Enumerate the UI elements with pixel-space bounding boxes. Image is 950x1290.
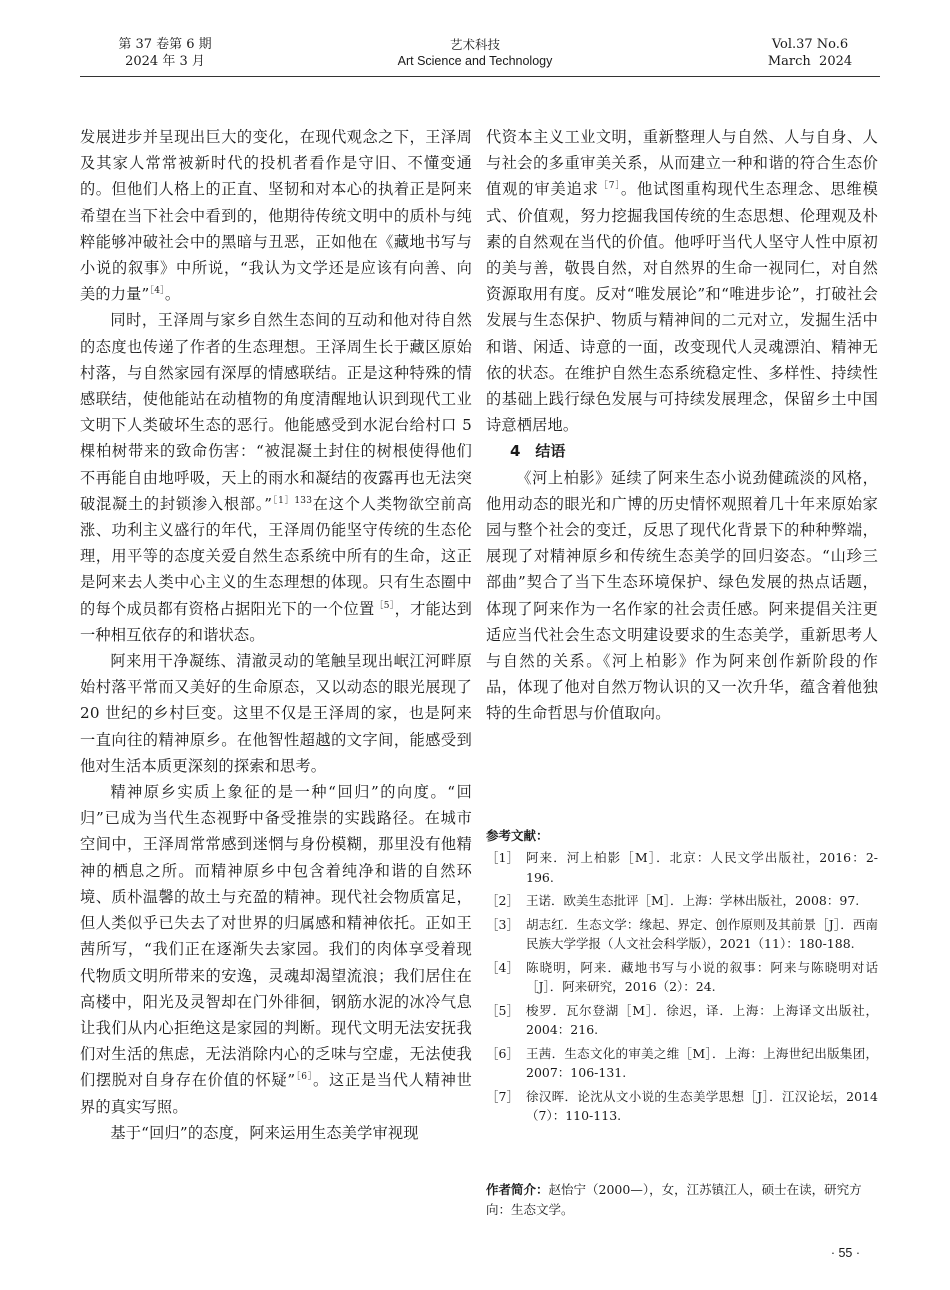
reference-text: 胡志红．生态文学：缘起、界定、创作原则及其前景［J］．西南民族大学学报（人文社会科学版），2021（11）：180-188. <box>526 916 878 951</box>
citation: ［4］ <box>149 286 165 297</box>
header-journal-en: Art Science and Technology <box>397 54 553 68</box>
reference-text: 王诺．欧美生态批评［M］．上海：学林出版社，2008：97. <box>526 893 860 908</box>
reference-number: ［4］ <box>486 959 519 975</box>
paragraph <box>486 124 878 438</box>
reference-text: 陈晓明，阿来．藏地书写与小说的叙事：阿来与陈晓明对话［J］．阿来研究，2016（2）：24. <box>526 959 878 994</box>
text: 代资本主义工业文明，重新整理人与自然、人与自身、人与社会的多重审美关系，从而建立一种和谐的符合生态价值观的审美追求 <box>486 128 878 199</box>
header-volume-en: Vol.37 No.6 <box>771 37 849 52</box>
references-title: 参考文献： <box>486 828 549 843</box>
citation: ［7］ <box>598 181 621 192</box>
header-rule <box>80 76 880 77</box>
text: 。这正是当代人精神世界的真实写照。 <box>80 1071 473 1116</box>
text: 在这个人类物欲空前高涨、功利主义盛行的年代，王泽周仍能坚守传统的生态伦理，用平等的态度关爱自然生态系统中所有的生命，这正是阿来去人类中心主义的生态理想的体现。只有生态圈中的每个成员都有资格占据阳光下的一个位置 <box>80 494 473 618</box>
text: 精神原乡实质上象征的是一种“回归”的向度。“回归”已成为当代生态视野中备受推崇的实践路径。在城市空间中，王泽周常常感到迷惘与身份模糊，那里没有他精神的栖息之所。而精神原乡中包含着纯净和谐的自然环境、质朴温馨的故土与充盈的精神。现代社会物质富足，但人类似乎已失去了对世界的归属感和精神依托。正如王茜所写，“我们正在逐渐失去家园。我们的肉体享受着现代物质文明所带来的安逸，灵魂却渴望流浪；我们居住在高楼中，阳光及灵智却在门外徘徊，钢筋水泥的冰冷气息让我们从内心拒绝这是家园的判断。现代文明无法安抚我们对生活的焦虑，无法消除内心的乏味与空虚，无法使我们摆脱对自身存在价值的怀疑” <box>80 783 472 1090</box>
reference-item <box>486 891 878 911</box>
header-issue-en <box>755 36 865 70</box>
reference-number: ［7］ <box>486 1088 519 1104</box>
right-column <box>486 124 878 727</box>
header-issue-cn <box>100 36 230 70</box>
section-heading: 4 结语 <box>510 442 566 461</box>
reference-text: 徐汉晖．论沈从文小说的生态美学思想［J］．江汉论坛，2014（7）：110-113. <box>526 1088 878 1123</box>
reference-item <box>486 1001 878 1040</box>
text: 。 <box>164 285 181 304</box>
author-bio-text: 赵怡宁（2000—），女，江苏镇江人，硕士在读，研究方向：生态文学。 <box>486 1182 862 1217</box>
reference-number: ［6］ <box>486 1045 519 1061</box>
header-journal <box>375 36 575 70</box>
paragraph: 《河上柏影》延续了阿来生态小说劲健疏淡的风格，他用动态的眼光和广博的历史情怀观照着几十年来原始家园与整个社会的变迁，反思了现代化背景下的种种弊端，展现了对精神原乡和传统生态美学的回归姿态。“山珍三部曲”契合了当下生态环境保护、绿色发展的热点话题，体现了阿来作为一名作家的社会责任感。阿来提倡关注更适应当代社会生态文明建设要求的生态美学，重新思考人与自然的关系。《河上柏影》作为阿来创作新阶段的作品，体现了他对自然万物认识的又一次升华，蕴含着他独特的生命哲思与价值取向。 <box>486 468 878 723</box>
left-column <box>80 124 472 1146</box>
header-date-en: March 2024 <box>767 54 853 69</box>
reference-text: 王茜．生态文化的审美之维［M］．上海：上海世纪出版集团，2007：106-131. <box>526 1045 878 1080</box>
text: 同时，王泽周与家乡自然生态间的互动和他对待自然的态度也传递了作者的生态理想。王泽周生长于藏区原始村落，与自然家园有深厚的情感联结。正是这种特殊的情感联结，使他能站在动植物的角度清醒地认识到现代工业文明下人类破坏生态的恶行。他能感受到水泥台给村口 5 棵柏树带来的致命伤害：“被混凝土封住的树根使得他们不再能自由地呼吸，天上的雨水和凝结的夜露再也无法突破混凝土的封锁渗入根部。” <box>80 311 472 513</box>
reference-text: 阿来．河上柏影［M］．北京：人民文学出版社，2016：2-196. <box>526 850 878 885</box>
reference-item <box>486 1044 878 1083</box>
reference-item <box>486 848 878 887</box>
header-volume-cn: 第 37 卷第 6 期 <box>118 37 212 52</box>
reference-number: ［3］ <box>486 916 519 932</box>
paragraph <box>80 779 472 1120</box>
text: 。他试图重构现代生态理念、思维模式、价值观，努力挖掘我国传统的生态思想、伦理观及朴素的自然观在当代的价值。他呼吁当代人坚守人性中原初的美与善，敬畏自然，对自然界的生命一视同仁，对自然资源取用有度。反对“唯发展论”和“唯进步论”，打破社会发展与生态保护、物质与精神间的二元对立，发掘生活中和谐、闲适、诗意的一面，改变现代人灵魂漂泊、精神无依的状态。在维护自然生态系统稳定性、多样性、持续性的基础上践行绿色发展与可持续发展理念，保留乡土中国诗意栖居地。 <box>486 180 879 435</box>
citation: ［6］ <box>295 1072 314 1083</box>
references <box>486 826 878 1130</box>
text: 发展进步并呈现出巨大的变化，在现代观念之下，王泽周及其家人常常被新时代的投机者看作是守旧、不懂变通的。但他们人格上的正直、坚韧和对本心的执着正是阿来希望在当下社会中看到的，他期待传统文明中的质朴与纯粹能够冲破社会中的黑暗与丑恶，正如他在《藏地书写与小说的叙事》中所说，“我认为文学还是应该有向善、向美的力量” <box>80 128 472 304</box>
reference-number: ［1］ <box>486 850 519 865</box>
reference-item <box>486 958 878 997</box>
citation: ［5］ <box>374 600 395 611</box>
paragraph <box>80 307 472 648</box>
paragraph: 基于“回归”的态度，阿来运用生态美学审视现 <box>110 1123 419 1142</box>
author-bio-label: 作者简介： <box>486 1182 549 1197</box>
page-header <box>0 0 950 80</box>
author-bio <box>486 1180 878 1220</box>
citation: ［1］133 <box>272 495 313 506</box>
paragraph: 阿来用干净凝练、清澈灵动的笔触呈现出岷江河畔原始村落平常而又美好的生命原态，又以动态的眼光展现了 20 世纪的乡村巨变。这里不仅是王泽周的家，也是阿来一直向往的精神原乡。在他智性超越的文字间，能感受到他对生活本质更深刻的探索和思考。 <box>80 652 472 775</box>
reference-number: ［5］ <box>486 1002 519 1018</box>
reference-item <box>486 1087 878 1126</box>
paragraph <box>80 124 472 307</box>
header-date-cn: 2024 年 3 月 <box>125 54 205 69</box>
reference-number: ［2］ <box>486 893 519 908</box>
header-journal-cn: 艺术科技 <box>449 37 500 52</box>
page-number: · 55 · <box>830 1246 860 1260</box>
reference-item <box>486 915 878 954</box>
reference-text: 梭罗．瓦尔登湖［M］．徐迟，译．上海：上海译文出版社，2004：216. <box>526 1002 878 1037</box>
text: ，才能达到一种相互依存的和谐状态。 <box>80 599 472 644</box>
